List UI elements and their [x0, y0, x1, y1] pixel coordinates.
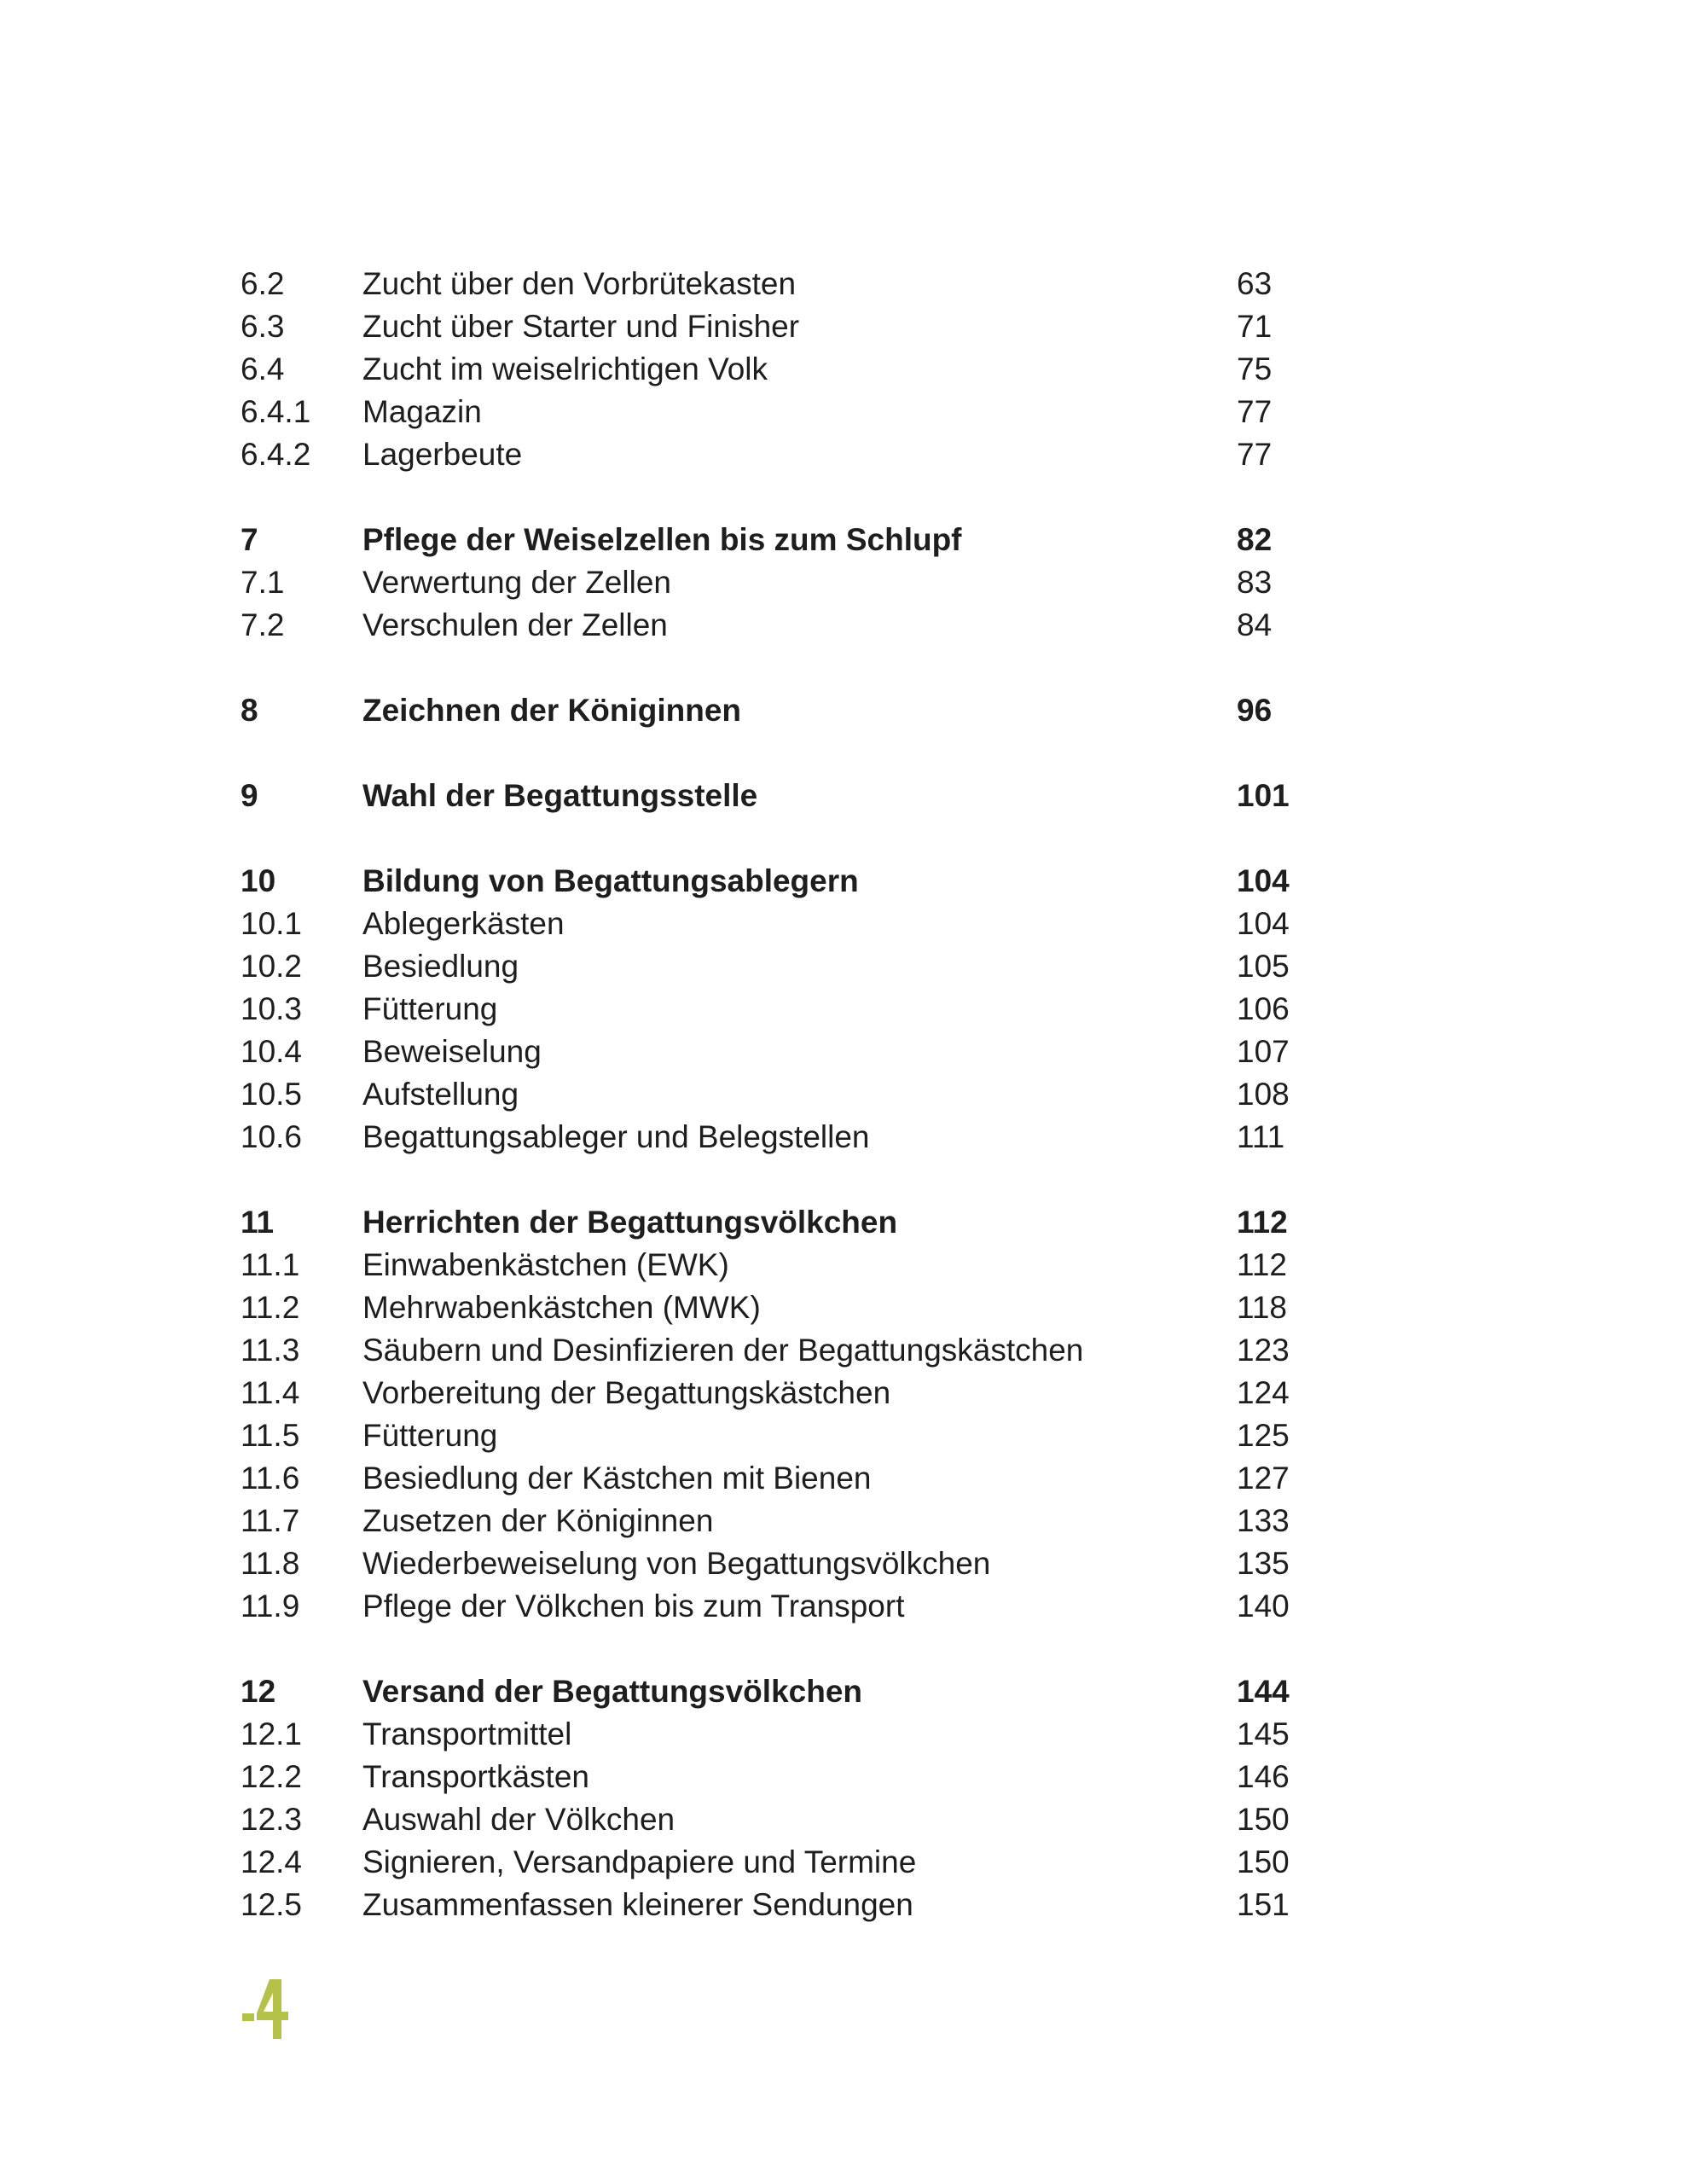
section-spacer — [241, 647, 1307, 689]
toc-entry — [241, 561, 1307, 604]
toc-entry-number: 6.4.1 — [241, 394, 311, 429]
toc-chapter-title: Pflege der Weiselzellen bis zum Schlupf — [362, 522, 962, 557]
toc-entry-number: 11.7 — [241, 1503, 300, 1538]
toc-entry-page: 125 — [1237, 1418, 1290, 1453]
toc-entry-number: 10.2 — [241, 949, 303, 984]
toc-entry-title: Vorbereitung der Begattungskästchen — [362, 1375, 891, 1410]
toc-entry — [241, 1414, 1307, 1457]
toc-entry — [241, 1542, 1307, 1585]
toc-entry-title: Auswahl der Völkchen — [362, 1802, 675, 1837]
section-spacer — [241, 1628, 1307, 1670]
toc-entry — [241, 1798, 1307, 1841]
toc-entry-number: 11.6 — [241, 1461, 300, 1496]
toc-entry-number: 7.1 — [241, 565, 285, 600]
toc-entry-title: Ablegerkästen — [362, 906, 565, 941]
toc-entry-number: 11.5 — [241, 1418, 300, 1453]
toc-entry-page: 135 — [1237, 1546, 1290, 1581]
toc-entry — [241, 1372, 1307, 1414]
toc-entry-page: 106 — [1237, 991, 1290, 1026]
toc-entry — [241, 1329, 1307, 1372]
toc-entry — [241, 1073, 1307, 1116]
toc-chapter-number: 8 — [241, 693, 258, 728]
toc-chapter-title: Versand der Begattungsvölkchen — [362, 1674, 863, 1709]
toc-entry-page: 127 — [1237, 1461, 1290, 1496]
toc-entry-title: Wiederbeweiselung von Begattungsvölkchen — [362, 1546, 991, 1581]
toc-chapter-number: 12 — [241, 1674, 276, 1709]
toc-entry-title: Zucht über den Vorbrütekasten — [362, 266, 797, 301]
toc-entry-title: Signieren, Versandpapiere und Termine — [362, 1844, 917, 1879]
toc-chapter-page: 104 — [1237, 863, 1290, 898]
toc-entry-page: 124 — [1237, 1375, 1290, 1410]
toc-entry-page: 145 — [1237, 1716, 1290, 1751]
toc-chapter — [241, 775, 1307, 817]
toc-entry-page: 111 — [1237, 1119, 1285, 1154]
toc-chapter — [241, 519, 1307, 561]
toc-entry-title: Zucht über Starter und Finisher — [362, 309, 800, 344]
toc-entry-number: 10.4 — [241, 1034, 303, 1069]
section-spacer — [241, 1159, 1307, 1201]
toc-entry-number: 11.9 — [241, 1589, 300, 1623]
toc-entry-page: 105 — [1237, 949, 1290, 984]
toc-entry-page: 133 — [1237, 1503, 1290, 1538]
toc-chapter-number: 7 — [241, 522, 258, 557]
toc-entry-number: 11.1 — [241, 1247, 300, 1282]
toc-entry-number: 6.3 — [241, 309, 285, 344]
toc-chapter-page: 101 — [1237, 778, 1290, 813]
toc-entry — [241, 604, 1307, 647]
toc-entry — [241, 1756, 1307, 1798]
toc-chapter-page: 112 — [1237, 1205, 1288, 1240]
toc-entry-title: Zucht im weiselrichtigen Volk — [362, 351, 768, 386]
toc-entry-title: Besiedlung — [362, 949, 519, 984]
toc-entry — [241, 348, 1307, 391]
toc-entry-page: 140 — [1237, 1589, 1290, 1623]
toc-chapter-page: 82 — [1237, 522, 1273, 557]
toc-chapter — [241, 1670, 1307, 1713]
toc-entry-title: Einwabenkästchen (EWK) — [362, 1247, 729, 1282]
toc-entry — [241, 305, 1307, 348]
toc-entry-title: Pflege der Völkchen bis zum Transport — [362, 1589, 905, 1623]
toc-chapter-page: 144 — [1237, 1674, 1290, 1709]
toc-entry — [241, 1585, 1307, 1628]
folio-dash — [242, 2013, 254, 2021]
section-spacer — [241, 476, 1307, 519]
toc-entry-title: Magazin — [362, 394, 482, 429]
toc-entry-title: Zusammenfassen kleinerer Sendungen — [362, 1887, 913, 1922]
toc-entry — [241, 1244, 1307, 1287]
toc-entry-number: 10.6 — [241, 1119, 303, 1154]
toc-entry-title: Säubern und Desinfizieren der Begattungskästchen — [362, 1333, 1084, 1368]
toc-entry-number: 10.1 — [241, 906, 303, 941]
toc-entry-title: Begattungsableger und Belegstellen — [362, 1119, 870, 1154]
toc-chapter-title: Zeichnen der Königinnen — [362, 693, 742, 728]
toc-entry-page: 75 — [1237, 351, 1273, 386]
toc-entry-page: 71 — [1237, 309, 1273, 344]
toc-entry-number: 7.2 — [241, 607, 285, 642]
toc-entry-page: 150 — [1237, 1844, 1290, 1879]
toc-entry-page: 112 — [1237, 1247, 1287, 1282]
toc-entry — [241, 945, 1307, 988]
toc-entry — [241, 1457, 1307, 1500]
toc-entry — [241, 1884, 1307, 1926]
toc-chapter — [241, 1201, 1307, 1244]
toc-entry-page: 150 — [1237, 1802, 1290, 1837]
toc-entry — [241, 1500, 1307, 1542]
toc-entry-number: 12.4 — [241, 1844, 303, 1879]
section-spacer — [241, 817, 1307, 860]
toc-entry-number: 12.3 — [241, 1802, 303, 1837]
toc-entry-number: 6.4.2 — [241, 437, 311, 472]
toc-entry-number: 11.4 — [241, 1375, 300, 1410]
toc-entry-number: 10.5 — [241, 1077, 303, 1112]
toc-chapter — [241, 860, 1307, 903]
toc-chapter-title: Wahl der Begattungsstelle — [362, 778, 758, 813]
toc-chapter — [241, 689, 1307, 732]
toc-entry-title: Mehrwabenkästchen (MWK) — [362, 1290, 761, 1325]
toc-entry-number: 12.5 — [241, 1887, 303, 1922]
toc-entry-number: 6.2 — [241, 266, 285, 301]
toc-entry-page: 151 — [1237, 1887, 1290, 1922]
toc-entry-page: 63 — [1237, 266, 1273, 301]
toc-entry — [241, 1841, 1307, 1884]
toc-entry-title: Transportmittel — [362, 1716, 572, 1751]
toc-entry-title: Verschulen der Zellen — [362, 607, 668, 642]
toc-entry-page: 107 — [1237, 1034, 1290, 1069]
toc-entry-title: Fütterung — [362, 1418, 498, 1453]
toc-entry-title: Zusetzen der Königinnen — [362, 1503, 714, 1538]
toc-entry-title: Beweiselung — [362, 1034, 542, 1069]
toc-entry-number: 11.8 — [241, 1546, 300, 1581]
toc-entry — [241, 988, 1307, 1031]
toc-entry-title: Aufstellung — [362, 1077, 519, 1112]
toc-entry — [241, 433, 1307, 476]
toc-entry-page: 123 — [1237, 1333, 1290, 1368]
toc-entry-title: Transportkästen — [362, 1759, 589, 1794]
section-spacer — [241, 732, 1307, 775]
toc-entry-page: 77 — [1237, 394, 1273, 429]
toc-entry — [241, 391, 1307, 433]
toc-entry — [241, 1287, 1307, 1329]
toc-entry-number: 12.2 — [241, 1759, 303, 1794]
toc-entry-number: 12.1 — [241, 1716, 303, 1751]
toc-entry-number: 10.3 — [241, 991, 303, 1026]
toc-entry — [241, 263, 1307, 305]
toc-entry-page: 104 — [1237, 906, 1290, 941]
toc-chapter-page: 96 — [1237, 693, 1273, 728]
toc-chapter-number: 9 — [241, 778, 258, 813]
toc-entry-title: Fütterung — [362, 991, 498, 1026]
toc-chapter-title: Herrichten der Begattungsvölkchen — [362, 1205, 898, 1240]
toc-entry-title: Verwertung der Zellen — [362, 565, 671, 600]
toc-entry-page: 118 — [1237, 1290, 1287, 1325]
toc-entry-page: 84 — [1237, 607, 1273, 642]
toc-entry — [241, 1713, 1307, 1756]
table-of-contents — [241, 263, 1307, 1926]
toc-entry-number: 6.4 — [241, 351, 285, 386]
page-number-folio — [242, 1976, 299, 2042]
toc-entry-page: 77 — [1237, 437, 1273, 472]
toc-entry-page: 83 — [1237, 565, 1273, 600]
toc-entry-page: 108 — [1237, 1077, 1290, 1112]
toc-entry-number: 11.2 — [241, 1290, 300, 1325]
toc-entry-title: Lagerbeute — [362, 437, 523, 472]
toc-entry-page: 146 — [1237, 1759, 1290, 1794]
toc-entry — [241, 1031, 1307, 1073]
toc-chapter-title: Bildung von Begattungsablegern — [362, 863, 859, 898]
toc-chapter-number: 10 — [241, 863, 276, 898]
toc-entry — [241, 1116, 1307, 1159]
toc-entry-title: Besiedlung der Kästchen mit Bienen — [362, 1461, 872, 1496]
toc-entry-number: 11.3 — [241, 1333, 300, 1368]
toc-entry — [241, 903, 1307, 945]
toc-chapter-number: 11 — [241, 1205, 275, 1240]
